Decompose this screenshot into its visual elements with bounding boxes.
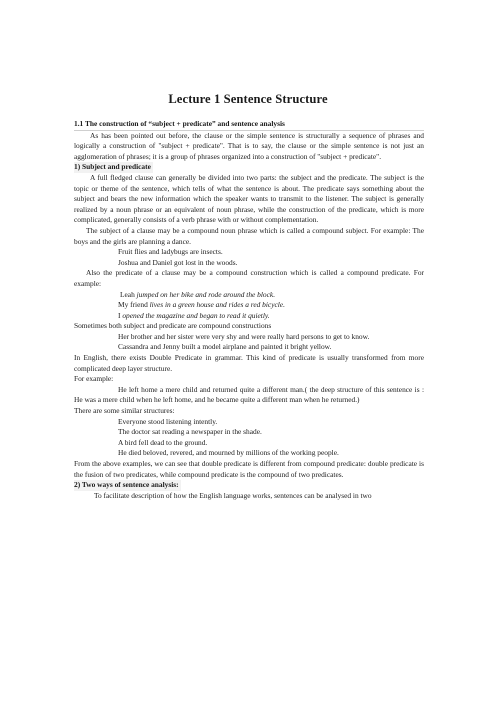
example-sentence [74,290,424,301]
highlighted-heading: 2) Two ways of sentence analysis: [74,480,179,490]
example-sentence [74,311,424,322]
example-sentence: The doctor sat reading a newspaper in the shade. [118,427,262,437]
paragraph: There are some similar structures: [74,406,175,416]
example-sentence: Her brother and her sister were very shy and were really hard persons to get to know. [118,331,370,341]
example-subject: I [118,310,121,320]
subsection-heading-subject-predicate [74,162,424,173]
paragraph: To facilitate description of how the English language works, sentences can be analysed in two [94,490,372,500]
paragraph: For example: [74,374,114,384]
paragraph: Sometimes both subject and predicate are compound constructions [74,321,272,331]
example-sentence: Joshua and Daniel got lost in the woods. [118,257,238,267]
paragraph: From the above examples, we can see that double predicate is different from compound predicate: double predicate is the fusion of two predicates, while compound predicate is the compound of two predicates. [74,459,424,479]
paragraph: Also the predicate of a clause may be a compound construction which is called a compound predicate. For example: [74,268,424,288]
example-sentence: Cassandra and Jenny built a model airplane and painted it bright yellow. [118,342,332,352]
example-sentence: A bird fell dead to the ground. [118,437,208,447]
example-subject: My friend [118,300,148,310]
section-heading-1-1: 1.1 The construction of “subject + predicate” and sentence analysis [74,119,424,131]
example-sentence [74,300,424,311]
subsection-heading-two-ways [74,480,424,491]
example-sentence: Everyone stood listening intently. [118,416,218,426]
example-subject: Leah [120,289,135,299]
paragraph: He left home a mere child and returned quite a different man.( the deep structure of this sentence is : He was a mere child when he left home, and he became quite a different man when he returned.) [74,384,424,405]
document-body [74,119,424,501]
paragraph: A full fledged clause can generally be divided into two parts: the subject and the predicate. The subject is the topic or theme of the sentence, which tells of what the sentence is about. The predicate says something about the subject and bears the new information which the speaker wants to transmit to the listener. The subject is generally realized by a noun phrase or an equivalent of noun phrase, while the construction of the predicate, which is more complicated, generally consists of a verb phrase with or without complementation. [74,172,424,225]
paragraph: The subject of a clause may be a compound noun phrase which is called a compound subject. For example: The boys and the girls are planning a dance. [74,225,424,246]
highlighted-heading: 1) Subject and predicate [74,162,151,172]
example-predicate: opened the magazine and began to read it quietly. [120,310,270,320]
example-predicate: lives in a green house and rides a red bicycle. [147,300,285,310]
example-sentence: Fruit flies and ladybugs are insects. [118,247,223,257]
example-sentence: He died beloved, revered, and mourned by millions of the working people. [118,448,339,458]
paragraph: As has been pointed out before, the clause or the simple sentence is structurally a sequence of phrases and logically a construction of "subject + predicate". That is to say, the clause or the simple sentence is not just an agglomeration of phrases; it is a group of phrases organized into a construction of "subject + predicate". [74,130,424,161]
page-title: Lecture 1 Sentence Structure [168,92,328,106]
paragraph: In English, there exists Double Predicate in grammar. This kind of predicate is usually transformed from more complicated deep layer structure. [74,353,424,373]
example-predicate: jumped on her bike and rode around the block. [134,289,276,299]
